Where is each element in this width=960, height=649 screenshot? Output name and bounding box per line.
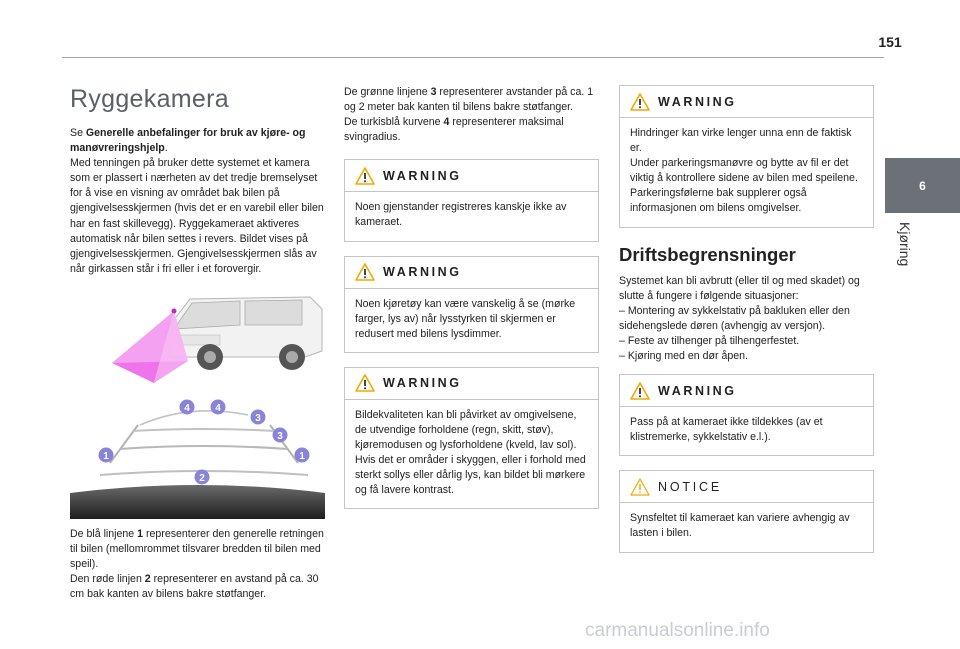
watermark: carmanualsonline.info: [585, 620, 770, 641]
p1-pre: De grønne linjene: [344, 86, 431, 98]
column-3: [619, 85, 874, 553]
marker-1-right: [295, 447, 310, 462]
section-title-driftsbegrensninger: Driftsbegrensninger: [619, 243, 796, 265]
intro-link-bold[interactable]: Generelle anbefalinger for bruk av kjøre- og manøvreringshjelp: [70, 127, 306, 155]
caption-b-pre: Den røde linjen: [70, 573, 145, 586]
intro-body: Med tenningen på bruker dette systemet et kamera som er plassert i nærheten av det tredje bremselyset for å vise en visning av området bak bilen på gjengivelsesskjermen (hvis det er en varebil eller bilen har en fast skillevegg). Ryggekameraet aktiveres automatisk når bilen settes i revers. Bildet vises på gjengivelsesskjermen. Gjengivelsesskjermen slås av når girkassen står i fri eller i et forovergir.: [70, 157, 324, 275]
warning-triangle-icon: [630, 93, 650, 111]
warning-label: WARNING: [383, 376, 462, 391]
van-rear-camera-svg: [70, 291, 325, 391]
warning-box-3: [344, 367, 599, 510]
figure-caption: [70, 527, 325, 602]
marker-3-lower: [273, 427, 288, 442]
marker-4-left-label: 4: [184, 402, 190, 414]
warning-text: Noen gjenstander registreres kanskje ikke av kameraet.: [355, 201, 567, 229]
notice-text: Synsfeltet til kameraet kan variere avhengig av lasten i bilen.: [630, 512, 850, 540]
warning-triangle-icon: [355, 374, 375, 392]
limitations-paragraph: Systemet kan bli avbrutt (eller til og med skadet) og slutte å fungere i følgende situasjoner: – Montering av sykkelstativ på bakluken eller den sidehengslede døren (avhengig av versjon). – Feste av tilhenger på tilhengerfestet. – Kjøring med en dør åpen.: [619, 274, 860, 363]
caption-b-post: representerer en avstand på ca. 30 cm bak kanten av bilens bakre støtfanger.: [70, 573, 319, 601]
caption-a-post: representerer den generelle retningen til bilen (mellomrommet tilsvarer bredden til bilen med speil).: [70, 527, 324, 571]
warning-header: [345, 160, 598, 192]
warning-header: [620, 375, 873, 407]
marker-2-label: 2: [199, 472, 205, 484]
camera-view-illustration: [70, 397, 325, 519]
chapter-label: [897, 222, 917, 282]
chapter-label-text: Kjøring: [897, 222, 913, 267]
warning-label: WARNING: [383, 168, 462, 183]
marker-1-left: [99, 447, 114, 462]
caption-a-pre: De blå linjene: [70, 527, 138, 540]
marker-3-upper: [251, 409, 266, 424]
camera-guidelines-svg: [70, 397, 325, 519]
warning-label: WARNING: [658, 94, 737, 109]
p1-post: representerer avstander på ca. 1 og 2 meter bak kanten til bilens bakre støtfanger.: [344, 86, 594, 114]
header-rule: [62, 57, 884, 58]
p2-post: representerer maksimal svingradius.: [344, 116, 564, 144]
warning-text: Noen kjøretøy kan være vanskelig å se (mørke farger, lys av) når lysstyrken til skjermen er redusert med bilens lysdimmer.: [355, 297, 576, 340]
p2-num: 4: [443, 116, 450, 129]
caption-b-num: 2: [144, 573, 151, 586]
notice-label: NOTICE: [658, 479, 723, 494]
warning-header: [345, 257, 598, 289]
warning-text: Hindringer kan virke lenger unna enn de faktisk er. Under parkeringsmanøvre og bytte av fil er det viktig å kontrollere sidene av bilen med speilene. Parkeringsfølerne bak supplerer også informasjonen om bilens omgivelser.: [630, 127, 858, 215]
notice-triangle-icon: [630, 478, 650, 496]
chapter-tab[interactable]: [885, 158, 960, 213]
warning-box-1: [344, 159, 599, 241]
marker-4-right-label: 4: [215, 402, 221, 414]
intro-suffix: .: [164, 142, 168, 155]
warning-triangle-icon: [630, 382, 650, 400]
warning-box-4: [619, 85, 874, 228]
notice-box: [619, 470, 874, 552]
warning-label: WARNING: [383, 265, 462, 280]
warning-text: Pass på at kameraet ikke tildekkes (av et klistremerke, sykkelstativ e.l.).: [630, 416, 823, 444]
intro-prefix: Se: [70, 127, 86, 139]
caption-a-num: 1: [137, 527, 144, 540]
marker-1-left-label: 1: [103, 450, 109, 462]
marker-3-lower-label: 3: [277, 430, 283, 442]
marker-4-left: [180, 399, 195, 414]
green-lines-paragraph: [344, 85, 599, 145]
notice-header: [620, 471, 873, 503]
column-2: [344, 85, 599, 509]
column-1: [70, 85, 325, 602]
car-camera-illustration: [70, 291, 325, 391]
intro-paragraph: [70, 126, 325, 277]
marker-2: [195, 469, 210, 484]
marker-3-upper-label: 3: [255, 412, 261, 424]
marker-1-right-label: 1: [299, 450, 305, 462]
warning-triangle-icon: [355, 167, 375, 185]
warning-label: WARNING: [658, 383, 737, 398]
marker-4-right: [211, 399, 226, 414]
p1-num: 3: [430, 86, 437, 98]
chapter-tab-number: 6: [919, 178, 926, 193]
warning-header: [620, 86, 873, 118]
section-title-ryggekamera: Ryggekamera: [70, 85, 229, 113]
p2-pre: De turkisblå kurvene: [344, 116, 444, 129]
page-number: 151: [878, 34, 902, 50]
warning-header: [345, 368, 598, 400]
warning-triangle-icon: [355, 263, 375, 281]
warning-box-5: [619, 374, 874, 456]
warning-box-2: [344, 256, 599, 353]
warning-text: Bildekvaliteten kan bli påvirket av omgivelsene, de utvendige forholdene (regn, skitt, støv), kjøremodusen og lysforholdene (kveld, lav sol). Hvis det er områder i skyggen, eller i forhold med sterkt sollys eller dårlig lys, kan bildet bli mørkere og få lavere kontrast.: [355, 408, 586, 497]
